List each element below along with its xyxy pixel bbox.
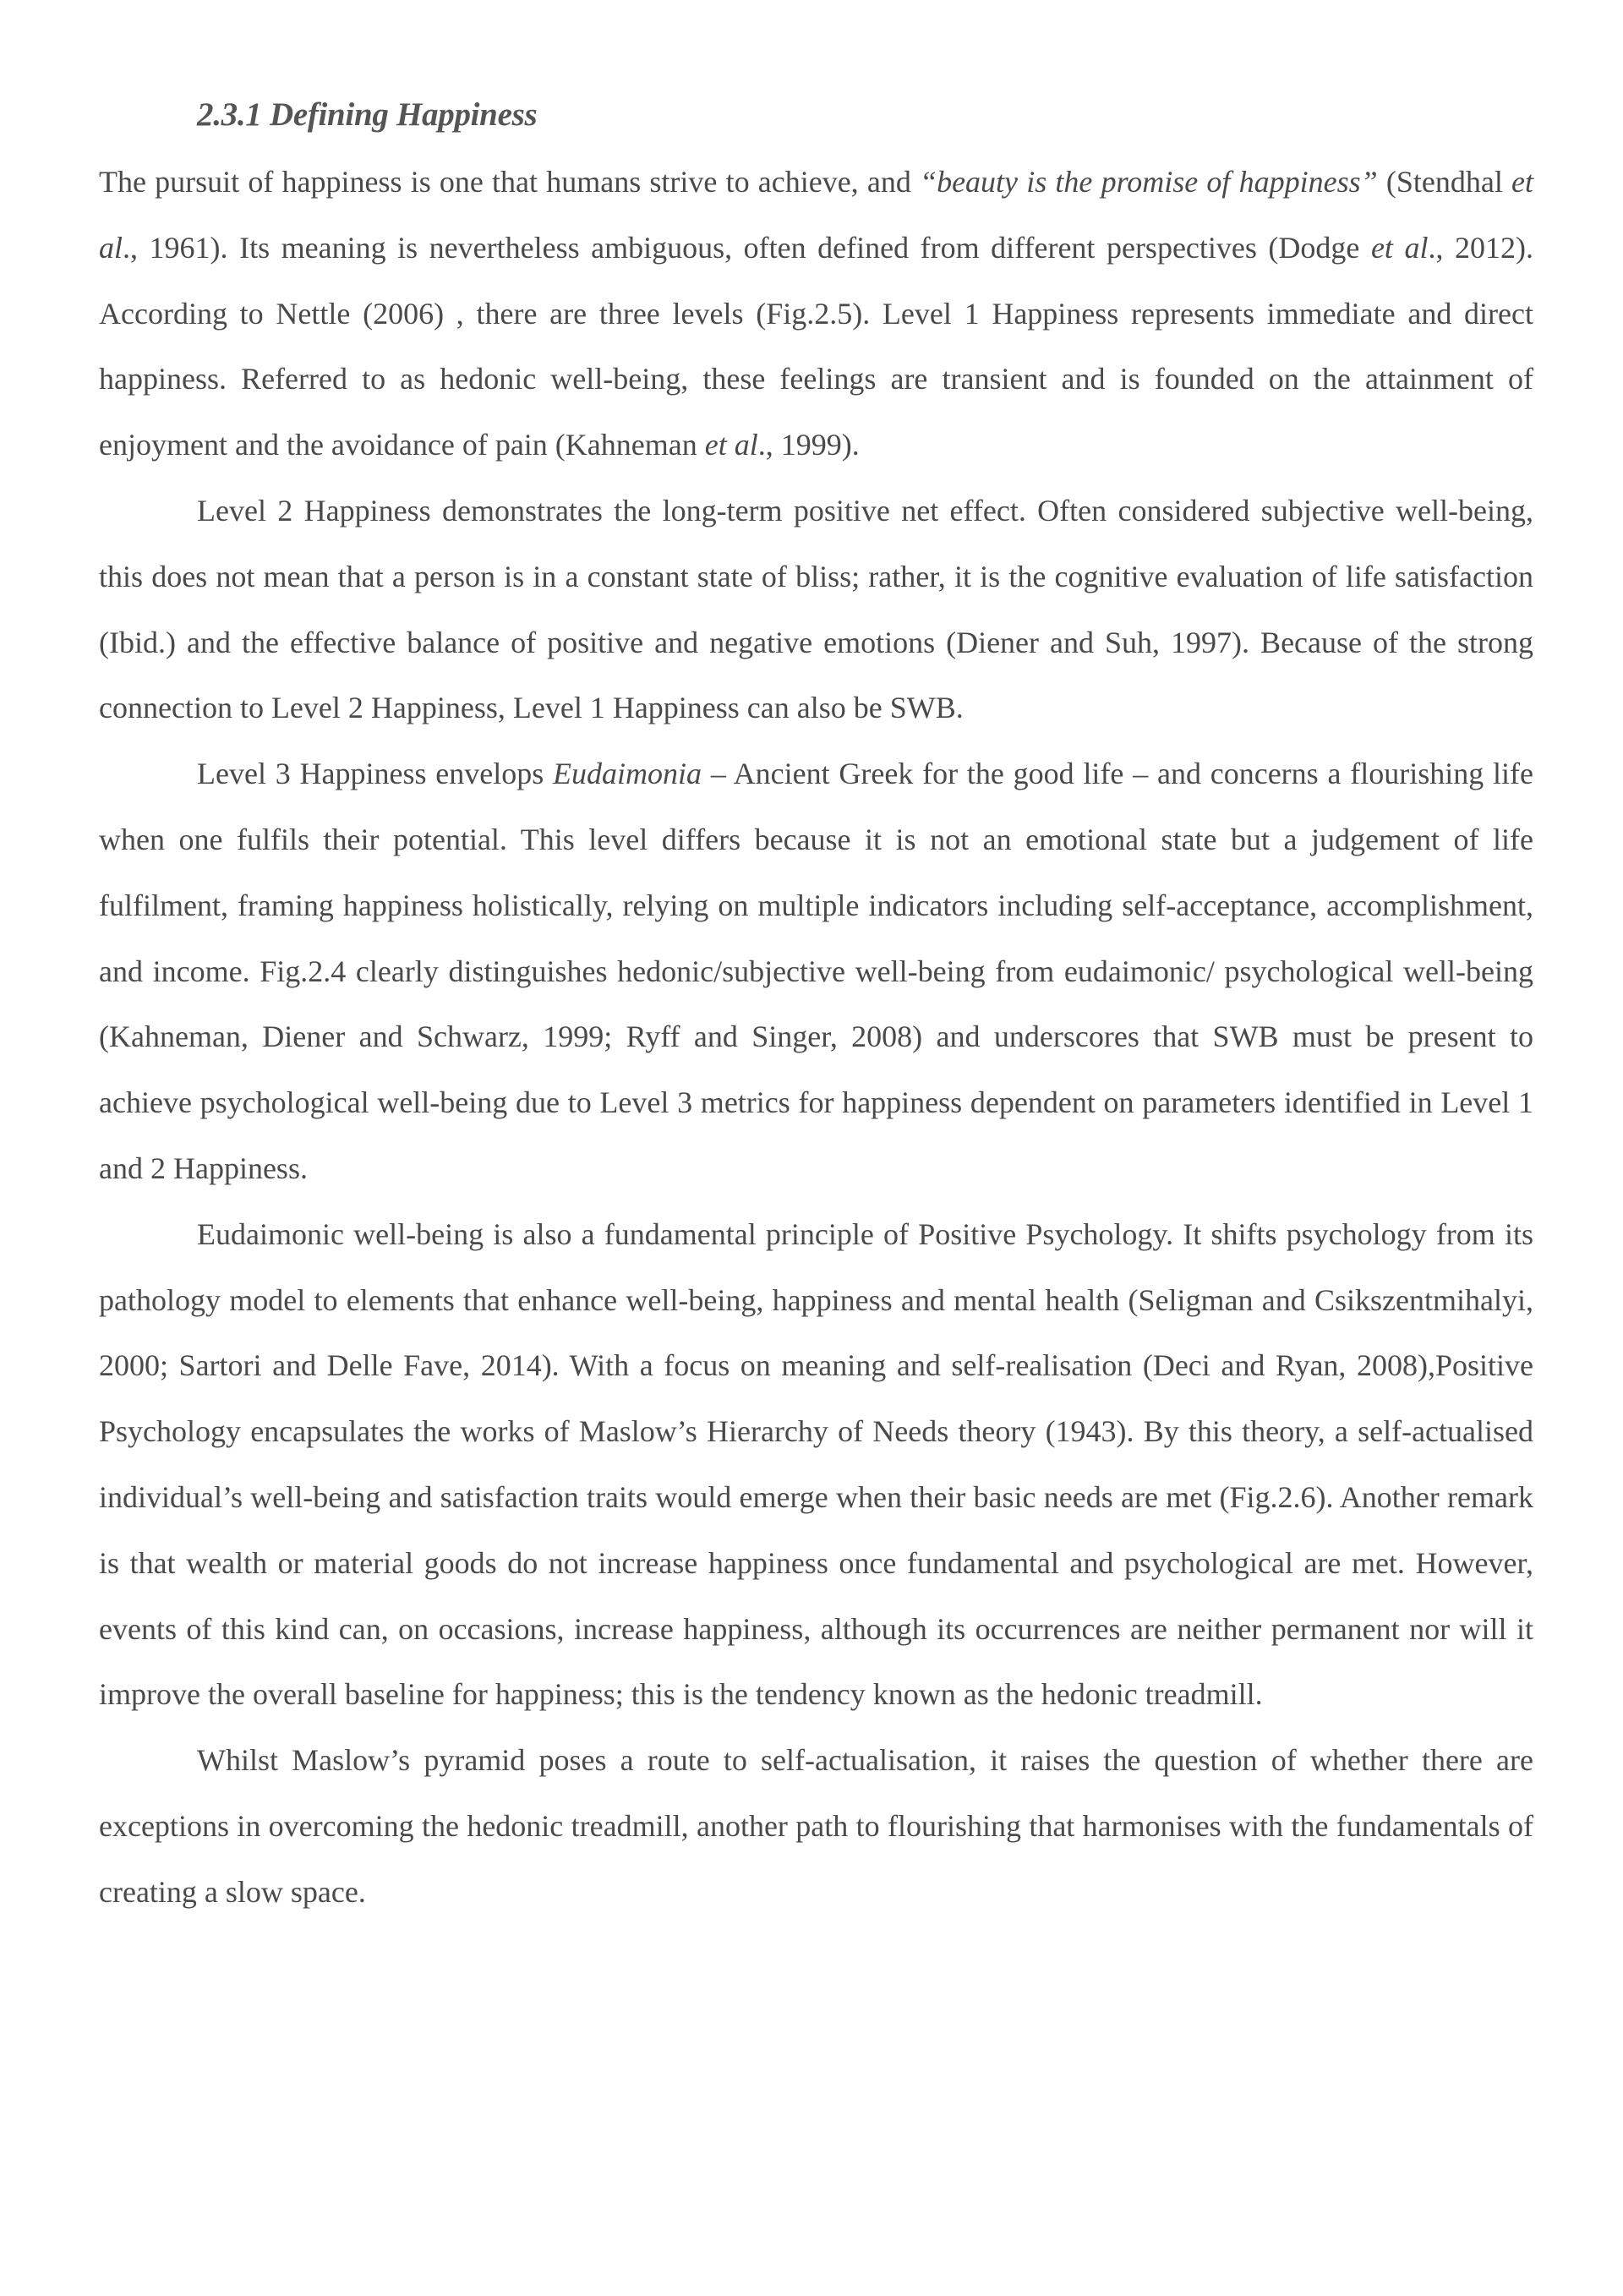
text-run: Level 2 Happiness demonstrates the long-term positive net effect. Often considered subjective well-being, this does not mean that a person is in a constant state of bliss; rather, it is the cognitive evaluation of life satisfaction (Ibid.) and the effective balance of positive and negative emotions (Diener and Suh, 1997). Because of the strong connection to Level 2 Happiness, Level 1 Happiness can also be SWB. xyxy=(99,493,1533,725)
body-text xyxy=(99,150,1533,1926)
italic-run: Eudaimonia xyxy=(553,757,702,791)
text-run: (Stendhal xyxy=(1377,165,1512,199)
italic-run: et al xyxy=(1370,230,1429,265)
text-run: – Ancient Greek for the good life – and concerns a flourishing life when one fulfils their potential. This level differs because it is not an emotional state but a judgement of life fulfilment, framing happiness holistically, relying on multiple indicators including self-acceptance, accomplishment, and income. Fig.2.4 clearly distinguishes hedonic/subjective well-being from eudaimonic/ psychological well-being (Kahneman, Diener and Schwarz, 1999; Ryff and Singer, 2008) and underscores that SWB must be present to achieve psychological well-being due to Level 3 metrics for happiness dependent on parameters identified in Level 1 and 2 Happiness. xyxy=(99,757,1533,1185)
paragraph-5 xyxy=(99,1728,1533,1925)
italic-run: et al xyxy=(704,428,758,462)
italic-run: et al xyxy=(99,165,1533,265)
text-run: The pursuit of happiness is one that humans strive to achieve, and xyxy=(99,165,921,199)
text-run: Level 3 Happiness envelops xyxy=(197,757,554,791)
text-run: ., 2012). According to Nettle (2006) , there are three levels (Fig.2.5). Level 1 Happiness represents immediate and direct happiness. Referred to as hedonic well-being, these feelings are transient and is founded on the attainment of enjoyment and the avoidance of pain (Kahneman xyxy=(99,230,1533,462)
italic-run: “beauty is the promise of happiness” xyxy=(920,165,1378,199)
paragraph-2 xyxy=(99,478,1533,741)
text-run: ., 1961). Its meaning is nevertheless ambiguous, often defined from different perspectives (Dodge xyxy=(123,230,1371,265)
paragraph-3 xyxy=(99,741,1533,1202)
paragraph-4 xyxy=(99,1202,1533,1728)
text-run: Whilst Maslow’s pyramid poses a route to self-actualisation, it raises the question of whether there are exceptions in overcoming the hedonic treadmill, another path to flourishing that harmonises with the fundamentals of creating a slow space. xyxy=(99,1743,1533,1909)
paragraph-1 xyxy=(99,150,1533,478)
text-run: ., 1999). xyxy=(757,428,860,462)
section-heading: 2.3.1 Defining Happiness xyxy=(197,96,538,133)
text-run: Eudaimonic well-being is also a fundamental principle of Positive Psychology. It shifts psychology from its pathology model to elements that enhance well-being, happiness and mental health (Seligman and Csikszentmihalyi, 2000; Sartori and Delle Fave, 2014). With a focus on meaning and self-realisation (Deci and Ryan, 2008),Positive Psychology encapsulates the works of Maslow’s Hierarchy of Needs theory (1943). By this theory, a self-actualised individual’s well-being and satisfaction traits would emerge when their basic needs are met (Fig.2.6). Another remark is that wealth or material goods do not increase happiness once fundamental and psychological are met. However, events of this kind can, on occasions, increase happiness, although its occurrences are neither permanent nor will it improve the overall baseline for happiness; this is the tendency known as the hedonic treadmill. xyxy=(99,1216,1533,1712)
